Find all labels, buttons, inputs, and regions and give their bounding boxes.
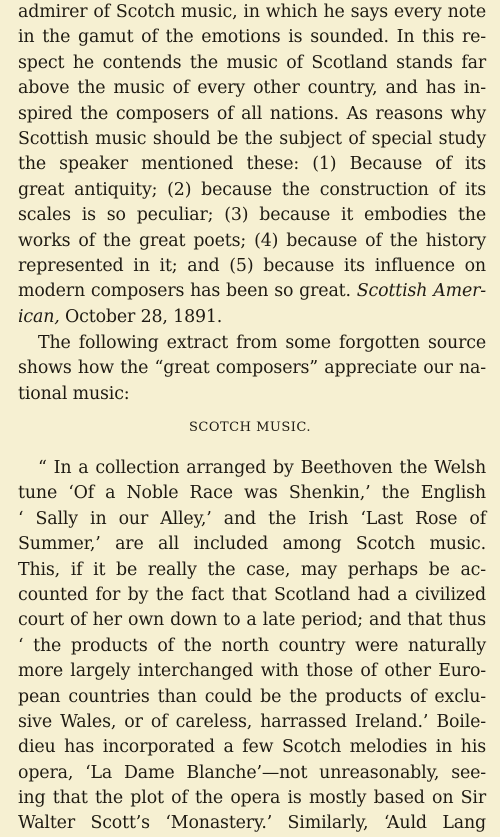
- text-line: Scottish music should be the subject of special study: [18, 128, 486, 149]
- paragraph-continued: [18, 0, 486, 330]
- text-line: works of the great poets; (4) because of the history: [18, 230, 486, 251]
- text-line: opera, ‘La Dame Blanche’—not unreasonably, see-: [18, 762, 486, 783]
- text-line: The following extract from some forgotten source: [38, 333, 486, 353]
- text-line: dieu has incorporated a few Scotch melodies in his: [18, 737, 486, 758]
- text-line: “ In a collection arranged by Beethoven the Welsh: [38, 458, 486, 478]
- text-line: in the gamut of the emotions is sounded. In this re-: [18, 27, 486, 48]
- text-line: sive Wales, or of careless, harrassed Ireland.’ Boile-: [18, 711, 486, 732]
- paragraph-intro: [18, 331, 486, 407]
- text-line: more largely interchanged with those of other Euro-: [18, 661, 486, 682]
- text-line: Walter Scott’s ‘Monastery.’ Similarly, ‘Auld Lang: [18, 813, 486, 834]
- text-fragment: modern composers has been so great.: [18, 281, 351, 302]
- text-line: Summer,’ are all included among Scotch music.: [18, 534, 486, 555]
- text-line: court of her own down to a late period; and that thus: [18, 610, 486, 631]
- text-line: ‘ the products of the north country were naturally: [18, 635, 486, 656]
- text-line: above the music of every other country, and has in-: [18, 78, 486, 99]
- citation-line: [18, 305, 486, 330]
- text-line: spect he contends the music of Scotland stands far: [18, 52, 486, 73]
- citation-source: ican,: [18, 306, 60, 327]
- citation-date: October 28, 1891.: [65, 306, 223, 327]
- text-line: pean countries than could be the products of exclu-: [18, 686, 486, 707]
- text-line-with-citation: [18, 279, 486, 304]
- text-line: the speaker mentioned these: (1) Because of its: [18, 154, 486, 175]
- text-line: admirer of Scotch music, in which he says every note: [18, 2, 486, 22]
- text-line: scales is so peculiar; (3) because it embodies the: [18, 205, 486, 226]
- text-line: ing that the plot of the opera is mostly based on Sir: [18, 788, 486, 809]
- section-heading: SCOTCH MUSIC.: [188, 420, 312, 435]
- text-line: ‘ Sally in our Alley,’ and the Irish ‘Last Rose of: [18, 508, 486, 529]
- text-line: great antiquity; (2) because the construction of its: [18, 179, 486, 200]
- text-line: represented in it; and (5) because its influence on: [18, 255, 486, 276]
- citation-source: Scottish Amer-: [356, 281, 486, 302]
- text-line: counted for by the fact that Scotland had a civilized: [18, 584, 486, 605]
- text-line: tional music:: [18, 383, 130, 404]
- text-line: shows how the “great composers” appreciate our na-: [18, 358, 486, 379]
- text-line: tune ‘Of a Noble Race was Shenkin,’ the English: [18, 483, 486, 504]
- text-line: spired the composers of all nations. As reasons why: [18, 103, 486, 124]
- text-line: This, if it be really the case, may perhaps be ac-: [18, 559, 486, 580]
- quotation: [18, 456, 486, 837]
